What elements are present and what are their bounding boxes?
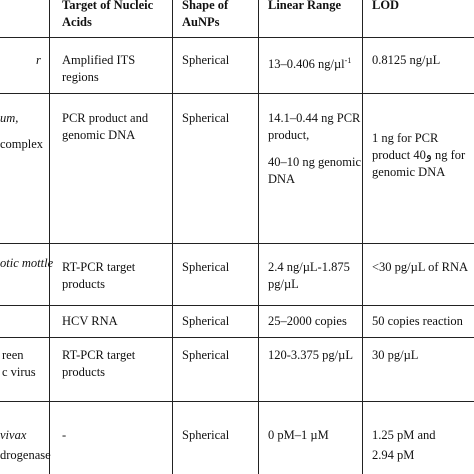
row-3-target: RT-PCR target products bbox=[62, 260, 136, 291]
header-rule bbox=[0, 37, 474, 38]
row-rule bbox=[0, 401, 474, 402]
row-2-lod: 1 ng for PCR product و40 ng for genomic DNA bbox=[372, 131, 466, 179]
row-5-shape: Spherical bbox=[182, 348, 230, 362]
row-5-name: reen c virus bbox=[2, 348, 36, 379]
row-1-target: Amplified ITS regions bbox=[62, 53, 136, 84]
row-rule bbox=[0, 93, 474, 94]
header-range: Linear Range bbox=[268, 0, 342, 12]
row-5-target: RT-PCR target products bbox=[62, 348, 136, 379]
column-rule bbox=[362, 0, 363, 474]
row-1-shape: Spherical bbox=[182, 53, 230, 67]
row-4-target: HCV RNA bbox=[62, 314, 118, 328]
row-5-range: 120-3.375 pg/µL bbox=[268, 348, 353, 362]
row-3-name: otic mottle bbox=[0, 256, 54, 270]
row-6-name: vivax drogenase bbox=[0, 428, 51, 462]
row-6-shape: Spherical bbox=[182, 428, 230, 442]
row-4-shape: Spherical bbox=[182, 314, 230, 328]
row-rule bbox=[0, 337, 474, 338]
row-3-lod: <30 pg/µL of RNA bbox=[372, 260, 469, 274]
header-target: Target of Nucleic Acids bbox=[62, 0, 154, 29]
header-lod: LOD bbox=[372, 0, 400, 12]
row-4-lod: 50 copies reaction bbox=[372, 314, 463, 328]
row-2-name: um, complex bbox=[0, 111, 44, 151]
header-shape: Shape of AuNPs bbox=[182, 0, 229, 29]
column-rule bbox=[172, 0, 173, 474]
row-2-target: PCR product and genomic DNA bbox=[62, 111, 149, 142]
column-rule bbox=[258, 0, 259, 474]
row-2-shape: Spherical bbox=[182, 111, 230, 125]
row-6-range: 0 pM–1 µM bbox=[268, 428, 329, 442]
row-5-lod: 30 pg/µL bbox=[372, 348, 419, 362]
row-2-range: 14.1–0.44 ng PCR product, 40–10 ng genomic DNA bbox=[268, 111, 362, 186]
column-rule bbox=[49, 0, 50, 474]
row-3-shape: Spherical bbox=[182, 260, 230, 274]
row-4-range: 25–2000 copies bbox=[268, 314, 347, 328]
row-rule bbox=[0, 243, 474, 244]
row-3-range: 2.4 ng/µL-1.875 pg/µL bbox=[268, 260, 350, 291]
row-rule bbox=[0, 305, 474, 306]
row-6-lod: 1.25 pM and 2.94 pM bbox=[372, 428, 436, 462]
row-6-target: - bbox=[62, 428, 67, 442]
row-1-name: r bbox=[36, 53, 41, 67]
row-1-lod: 0.8125 ng/µL bbox=[372, 53, 441, 67]
row-1-range: 13–0.406 ng/µl$^{-1}$ bbox=[268, 56, 352, 72]
